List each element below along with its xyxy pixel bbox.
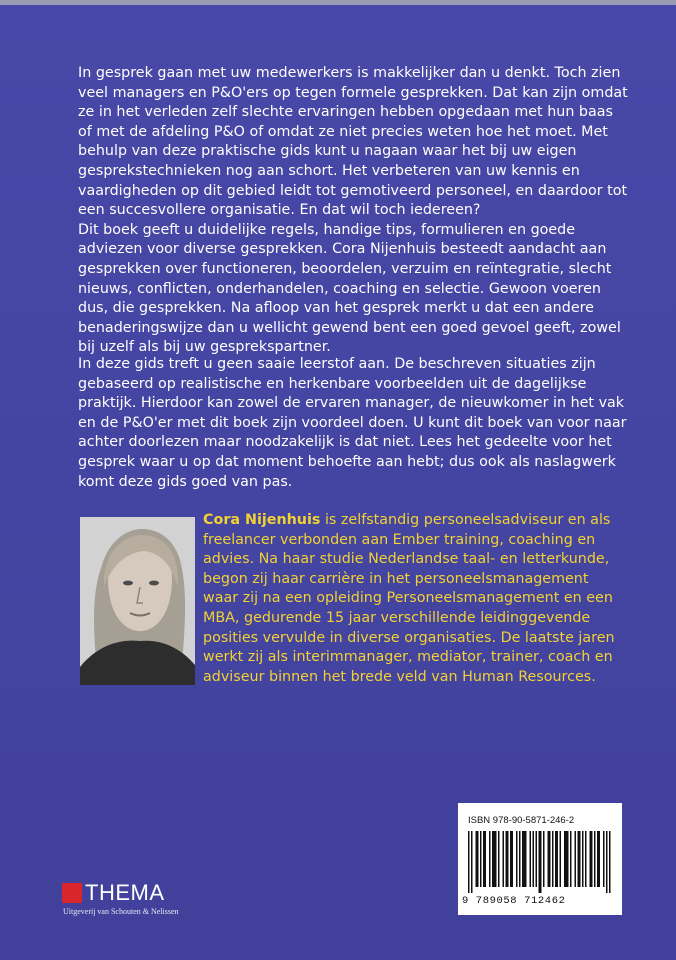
author-photo [80, 517, 195, 685]
author-name: Cora Nijenhuis [203, 512, 321, 528]
publisher-logo-word: THEMA [85, 880, 165, 905]
barcode-digits: 9 789058 712462 [462, 895, 566, 907]
barcode-bars [468, 831, 612, 893]
publisher-logo [62, 882, 179, 916]
blurb-paragraph-2: Dit boek geeft u duidelijke regels, handige tips, formulieren en goede adviezen voor diverse gesprekken. Cora Nijenhuis besteedt aandacht aan gesprekken over functioneren, beoordelen, verzuim en reïntegratie, slecht nieuws, conflicten, onderhandelen, coaching en selectie. Gewoon voeren dus, die gesprekken. Na afloop van het gesprek merkt u dat een andere benaderingswijze dan u wellicht gewend bent een goed gevoel geeft, zowel bij uzelf als bij uw gesprekspartner. [78, 221, 621, 356]
blurb-section-1 [78, 64, 630, 358]
author-bio [203, 511, 623, 687]
publisher-subline: Uitgeverij van Schouten & Nelissen [63, 907, 179, 916]
blurb-paragraph-1: In gesprek gaan met uw medewerkers is makkelijker dan u denkt. Toch zien veel managers en P&O'ers op tegen formele gesprekken. Dat kan zijn omdat ze in het verleden zelf slechte ervaringen hebben opgedaan met hun baas of met de afdeling P&O of omdat ze niet precies weten hoe het moet. Met behulp van deze praktische gids kunt u nagaan waar het bij uw eigen gesprekstechnieken nog aan schort. Het verbeteren van uw kennis en vaardigheden op dit gebied leidt tot gemotiveerd personeel, en daardoor tot een succesvollere organisatie. En dat wil toch iedereen? [78, 65, 628, 219]
thema-red-square-icon [62, 883, 82, 903]
cover-top-edge [0, 0, 676, 5]
isbn-label: ISBN 978-90-5871-246-2 [468, 815, 575, 826]
author-bio-text: is zelfstandig personeelsadviseur en als freelancer verbonden aan Ember training, coaching en advies. Na haar studie Nederlandse taal- en letterkunde, begon zij haar carrière in het personeelsmanagement waar zij na een opleiding Personeelsmanagement en een MBA, gedurende 15 jaar verschillende leidinggevende posities vervulde in diverse organisaties. De laatste jaren werkt zij als interimmanager, mediator, trainer, coach en adviseur binnen het brede veld van Human Resources. [203, 512, 615, 685]
blurb-section-2 [78, 355, 630, 492]
barcode-box [458, 803, 622, 915]
blurb-paragraph-3: In deze gids treft u geen saaie leerstof aan. De beschreven situaties zijn gebaseerd op realistische en herkenbare voorbeelden uit de dagelijkse praktijk. Hierdoor kan zowel de ervaren manager, de nieuwkomer in het vak en de P&O'er met dit boek zijn voordeel doen. U kunt dit boek van voor naar achter doorlezen maar noodzakelijk is dat niet. Lees het gedeelte voor het gesprek waar u op dat moment behoefte aan hebt; dus ook als naslagwerk komt deze gids goed van pas. [78, 356, 627, 490]
